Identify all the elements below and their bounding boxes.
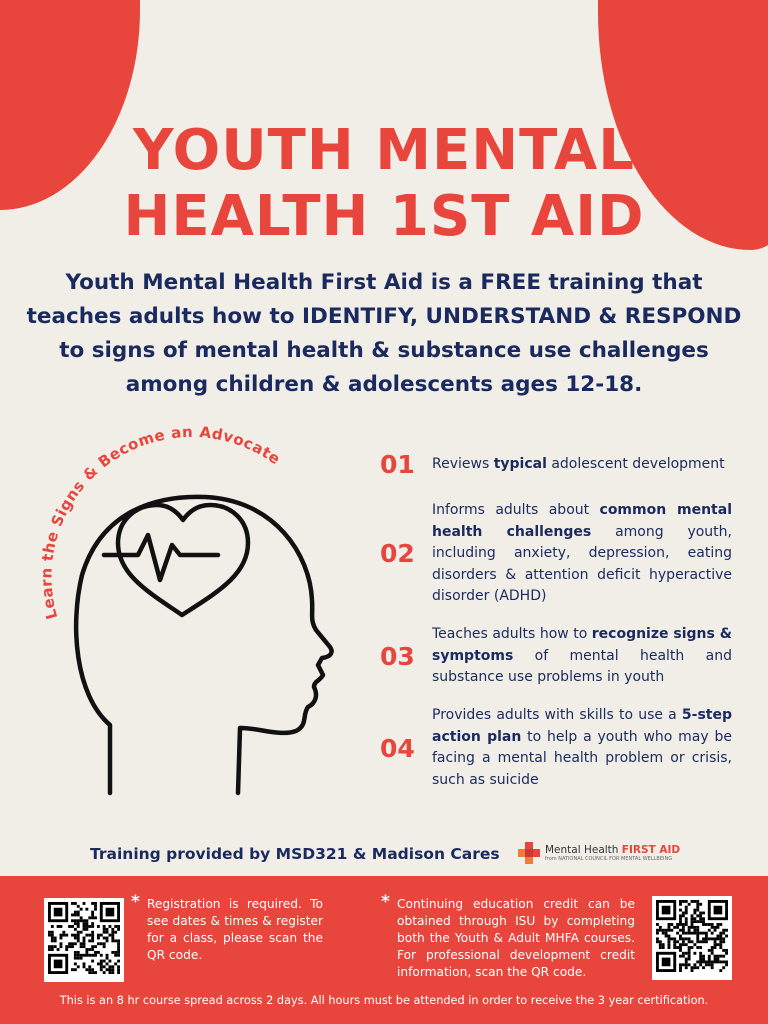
education-credit-note: Continuing education credit can be obtained through ISU by completing both the Youth & Adult MHFA courses. For professional development credit information, scan the QR code. (397, 897, 635, 979)
list-item-02 (380, 500, 732, 608)
item-text: Provides adults with skills to use a 5-step action plan to help a youth who may be facing a mental health problem or crisis, such as suicide (432, 707, 732, 788)
logo-tagline: from NATIONAL COUNCIL FOR MENTAL WELLBEING (545, 856, 673, 862)
item-text: Reviews typical adolescent development (432, 455, 725, 472)
intro-line-1: Youth Mental Health First Aid is a FREE training that (65, 270, 703, 295)
item-text: Informs adults about common mental health challenges among youth, including anxiety, depression, eating disorders & attention deficit hyperactive disorder (ADHD) (432, 502, 732, 604)
intro-line-2: teaches adults how to IDENTIFY, UNDERSTAND & RESPOND (26, 304, 742, 329)
list-item-04 (380, 705, 732, 791)
certification-note: This is an 8 hr course spread across 2 days. All hours must be attended in order to receive the 3 year certification. (59, 994, 709, 1007)
mhfa-logo (518, 842, 680, 864)
intro-line-4: among children & adolescents ages 12-18. (125, 372, 643, 397)
heart-icon (118, 505, 248, 615)
arc-slogan-text: Learn the Signs & Become an Advocate (37, 425, 284, 622)
qr-code-credit-info[interactable] (652, 896, 732, 980)
intro-line-3: to signs of mental health & substance use challenges (59, 338, 709, 363)
list-item-03 (380, 624, 732, 689)
item-number: 03 (380, 641, 415, 671)
title-line-1: YOUTH MENTAL (133, 118, 635, 183)
head-heart-illustration (30, 425, 350, 805)
qr-code-icon (48, 902, 120, 974)
logo-name: Mental Health FIRST AID (545, 844, 681, 856)
item-number: 04 (380, 733, 415, 763)
cross-logo-icon (518, 842, 540, 864)
head-outline (76, 497, 331, 793)
item-number: 01 (380, 450, 415, 479)
item-number: 02 (380, 539, 415, 569)
footer-band (0, 876, 768, 1024)
title-line-2: HEALTH 1ST AID (123, 184, 645, 249)
page-title (0, 118, 768, 250)
intro-paragraph (14, 266, 754, 402)
registration-note: Registration is required. To see dates & times & register for a class, please scan the QR code. (147, 897, 323, 962)
item-text: Teaches adults how to recognize signs & symptoms of mental health and substance use problems in youth (432, 626, 732, 685)
training-provider-text: Training provided by MSD321 & Madison Cares (90, 845, 500, 863)
asterisk-right: * (381, 892, 390, 912)
list-item-01 (380, 450, 732, 479)
qr-code-registration[interactable] (44, 898, 124, 982)
qr-code-icon (656, 900, 728, 972)
asterisk-left: * (131, 892, 140, 912)
